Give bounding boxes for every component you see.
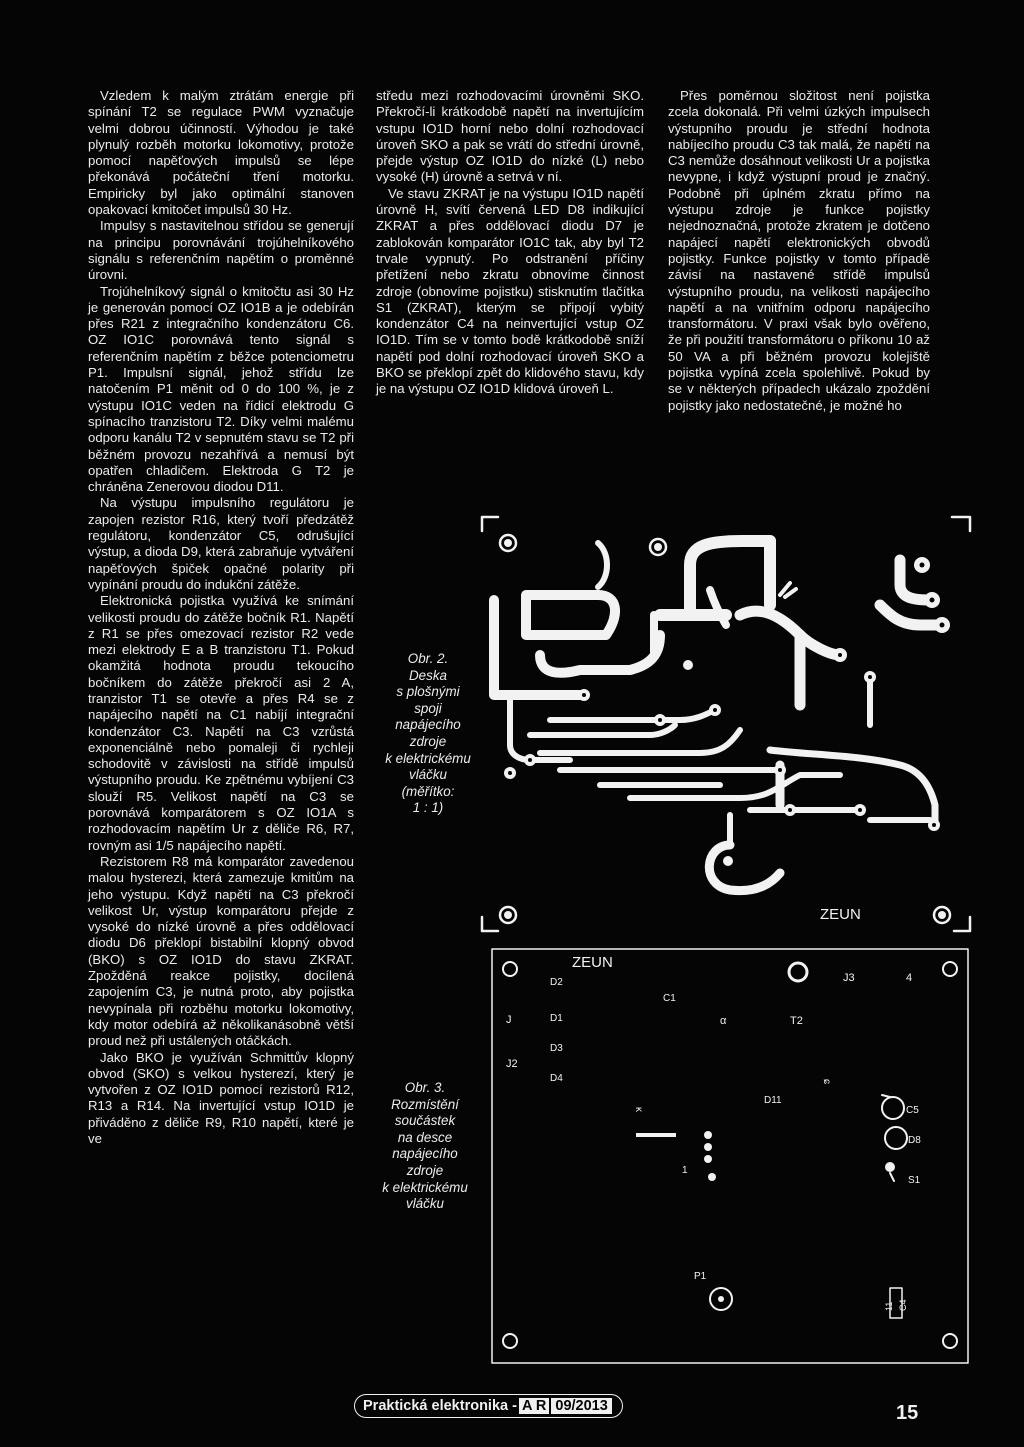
label-s1: S1 — [908, 1175, 921, 1186]
figure-3-caption — [366, 1080, 484, 1213]
text-column-2 — [376, 88, 644, 398]
caption-line: k elektrickému — [382, 1179, 468, 1195]
label-alpha: α — [720, 1015, 727, 1027]
paragraph: Impulsy s nastavitelnou střídou se generují na principu porovnávání trojúhelníkového signálu s referenčním napětím o proměnné úrovni. — [88, 218, 354, 283]
label-p1: P1 — [694, 1271, 707, 1282]
label-d11: D11 — [764, 1095, 782, 1106]
figure-2-caption — [372, 651, 484, 817]
paragraph: Na výstupu impulsního regulátoru je zapojen rezistor R16, který tvoří předzátěž regulátoru, kondenzátor C5, odrušující výstup, a dioda D9, která zabraňuje vytváření napěťových špiček opačné polarity při vypínání proudu do indukční zátěže. — [88, 495, 354, 592]
caption-line: Obr. 3. — [404, 1080, 446, 1095]
label-d1: D1 — [550, 1013, 563, 1024]
caption-line: (měřítko: — [401, 783, 455, 799]
caption-line: s plošnými — [396, 684, 460, 700]
mounting-hole-icon — [503, 962, 517, 976]
paragraph: Trojúhelníkový signál o kmitočtu asi 30 Hz je generován pomocí OZ IO1B a je odebírán přes R21 z integračního kondenzátoru C6. OZ IO1C porovnává tento signál s referenčním napětím z běžce potenciometru P1. Impulsní signál, jehož střídu lze natočením P1 měnit od 0 do 100 %, je z výstupu IO1C veden na řídicí elektrodu G spínacího tranzistoru T2. Díky velmi malému odporu kanálu T2 v sepnutém stavu se T2 při běžném provozu nezahřívá a nemusí být opatřen chladičem. Elektroda G T2 je chráněna Zenerovou diodou D11. — [88, 283, 354, 495]
caption-line: zdroje — [409, 733, 447, 749]
mounting-hole-icon — [934, 907, 950, 923]
journal-name: Praktická elektronika - — [363, 1398, 517, 1414]
label-1: 1 — [682, 1165, 688, 1176]
mounting-hole-icon — [789, 963, 807, 981]
component-labels — [506, 954, 921, 1311]
mounting-hole-icon — [650, 539, 666, 555]
mounting-hole-icon — [500, 907, 516, 923]
caption-line: k elektrickému — [385, 750, 471, 766]
potentiometer-p1-icon — [710, 1288, 732, 1310]
paragraph: Elektronická pojistka využívá ke snímání velikosti proudu do zátěže bočník R1. Napětí z R1 se přes omezovací rezistor R2 vede mezi elektrody E a B tranzistoru T1. Pokud okamžitá hodnota proudu tekoucího bočníkem do zátěže překročí asi 2 A, tranzistor T1 se otevře a přes R4 se z napájecího napětí na C1 nabíjí integrační kondenzátor C3. Napětí na C3 vzrůstá exponenciálně nebo pomaleji či rychleji schodovitě v závislosti na střídě impulsů výstupního proudu. Ke zpětnému vybíjení C3 slouží R5. Velikost napětí na C3 se porovnává komparátorem s OZ IO1A s rozhodovacím napětím Ur z děliče R6, R7, rovným asi 1/5 napájecího napětí. — [88, 593, 354, 853]
label-c4: C4 — [898, 1299, 908, 1311]
mounting-hole-icon — [500, 535, 516, 551]
label-j: J — [506, 1014, 512, 1026]
label-j3: J3 — [843, 972, 855, 984]
caption-line: Obr. 2. — [407, 651, 449, 666]
figure-2-pcb-board — [480, 505, 990, 935]
board-outline — [492, 949, 968, 1363]
text-column-3 — [668, 88, 930, 414]
caption-line: součástek — [394, 1113, 456, 1129]
label-ɕ: ɕ — [821, 1079, 832, 1084]
label-d8: D8 — [908, 1135, 921, 1146]
led-d8-icon — [885, 1127, 907, 1149]
label-c1: C1 — [663, 993, 676, 1004]
label-t2: T2 — [790, 1015, 803, 1027]
label-d4: D4 — [550, 1073, 563, 1084]
pcb-traces — [494, 541, 940, 891]
label-j2: J2 — [506, 1058, 518, 1070]
caption-line: Deska — [409, 667, 447, 683]
caption-line: na desce — [397, 1129, 453, 1145]
caption-line: napájecího — [395, 717, 461, 733]
label-ĸ: ĸ — [633, 1107, 644, 1112]
text-column-1 — [88, 88, 354, 1147]
caption-line: spoji — [414, 700, 442, 716]
label-d2: D2 — [550, 977, 563, 988]
journal-footer — [354, 1394, 623, 1418]
button-s1-icon — [885, 1162, 895, 1181]
caption-line: vláčku — [409, 767, 447, 783]
label-11: 11 — [884, 1301, 894, 1311]
paragraph: Ve stavu ZKRAT je na výstupu IO1D napětí úrovně H, svítí červená LED D8 indikující ZKRAT a přes oddělovací diodu D7 je zablokován komparátor IO1C tak, aby byl T2 trvale vypnutý. Po odstranění příčiny přetížení nebo zkratu obnovíme činnost zdroje (obnovíme pojistku) stisknutím tlačítka S1 (ZKRAT), kterým se připojí vybitý kondenzátor C4 na neinvertující vstup OZ IO1D. Tím se v tomto bodě krátkodobě sníží napětí pod dolní rozhodovací úroveň SKO a BKO se překlopí zpět do klidového stavu, kdy je na výstupu OZ IO1D klidová úroveň L. — [376, 185, 644, 397]
caption-line: napájecího — [392, 1146, 458, 1162]
journal-series-badge: A R — [519, 1398, 549, 1414]
label-c5: C5 — [906, 1105, 919, 1116]
component-outline — [636, 1133, 676, 1137]
mounting-hole-icon — [943, 1334, 957, 1348]
paragraph: středu mezi rozhodovacími úrovněmi SKO. Překročí-li krátkodobě napětí na invertujícím vstupu IO1D horní nebo dolní rozhodovací úroveň SKO a pak se vrátí do střední úrovně, přejde výstup OZ IO1D do nízké (L) nebo vysoké (H) úrovně a setrvá v ní. — [376, 88, 644, 185]
caption-line: Rozmístění — [391, 1096, 459, 1112]
label-d3: D3 — [550, 1043, 563, 1054]
diode-pads — [704, 1131, 716, 1181]
label-4: 4 — [906, 972, 913, 984]
page-number: 15 — [896, 1402, 919, 1424]
mounting-hole-icon — [943, 962, 957, 976]
issue-number: 09/2013 — [551, 1398, 611, 1414]
figure-3-component-layout — [488, 945, 974, 1375]
mounting-hole-icon — [503, 1334, 517, 1348]
caption-line: vláčku — [406, 1196, 444, 1212]
caption-line: zdroje — [406, 1162, 444, 1178]
board-label: ZEUN — [820, 906, 861, 923]
paragraph: Jako BKO je využíván Schmittův klopný obvod (SKO) s velkou hysterezí, který je vytvořen z OZ IO1D pomocí rezistorů R12, R13 a R14. Na invertující vstup IO1D je přiváděno z děliče R9, R10 napětí, které je ve — [88, 1049, 354, 1146]
caption-line: 1 : 1) — [412, 800, 444, 816]
paragraph: Přes poměrnou složitost není pojistka zcela dokonalá. Při velmi úzkých impulsech výstupního proudu je střední hodnota nabíjecího proudu C3 tak malá, že napětí na C3 nemůže dosáhnout velikosti Ur a pojistka nevypne, i když výstupní proud je značný. Podobně při úplném zkratu přímo na výstupu zdroje je funkce pojistky nejednoznačná, protože zkratem je dotčeno napájecí napětí elektronických obvodů pojistky. Funkce pojistky v tomto případě závisí na nastavené střídě impulsů výstupního proudu, na velikosti napájecího napětí a na vnitřním odporu napájecího transformátoru. V praxi však bylo ověřeno, že při použití transformátoru o příkonu 10 až 50 VA a při běžném provozu kolejiště pojistka vypíná zcela spolehlivě. Pokud by se v některých případech ukázalo zpoždění pojistky jako nedostatečné, je možné ho — [668, 88, 930, 413]
paragraph: Vzledem k malým ztrátám energie při spínání T2 se regulace PWM vyznačuje velmi dobrou účinností. Výhodou je také plynulý rozběh motorku lokomotivy, protože pomocí napěťových impulsů se lépe překonává počáteční tření motorku. Empiricky byl jako optimální stanoven opakovací kmitočet impulsů 30 Hz. — [88, 88, 354, 218]
paragraph: Rezistorem R8 má komparátor zavedenou malou hysterezi, která zamezuje kmitům na jeho výstupu. Když napětí na C3 překročí velikost Ur, výstup komparátoru přejde z vysoké do nízké úrovně a přes oddělovací diodu D6 překlopí bistabilní klopný obvod (BKO) s OZ IO1D do stavu ZKRAT. Zpožděná reakce pojistky, docílená zapojením C3, je nutná proto, aby pojistka nevypínala při rozběhu motorku lokomotivy, kdy motor odebírá až několikanásobně větší proud než při ustálených otáčkách. — [88, 853, 354, 1049]
capacitor-c5-icon — [882, 1095, 904, 1119]
board-label: ZEUN — [572, 954, 613, 971]
